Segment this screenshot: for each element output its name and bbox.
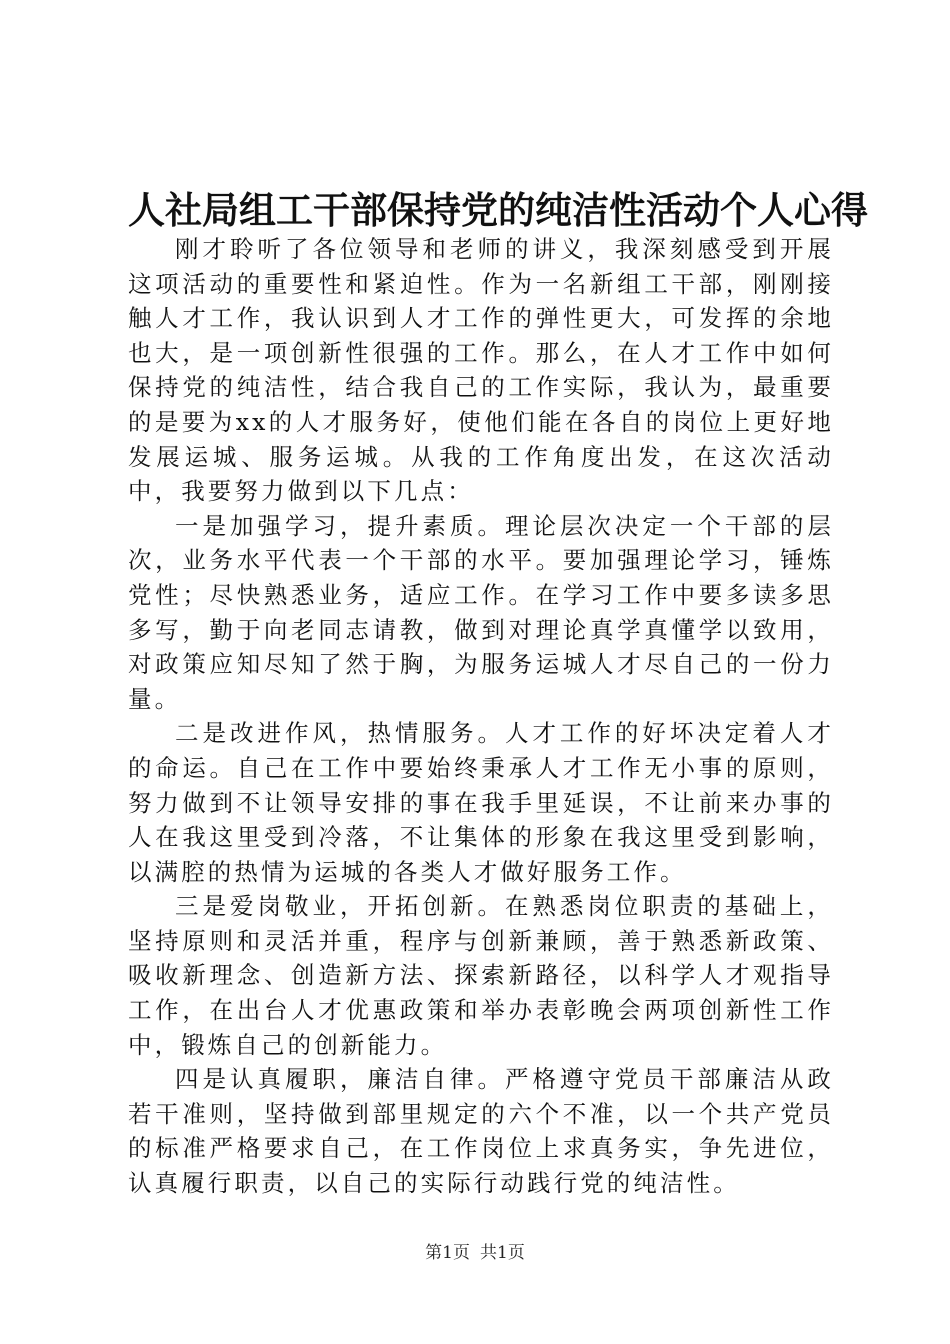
page-number: 第1页 — [425, 1243, 470, 1263]
paragraph-point-1: 一是加强学习，提升素质。理论层次决定一个干部的层次，业务水平代表一个干部的水平。要加强理论学习，锤炼党性；尽快熟悉业务，适应工作。在学习工作中要多读多思多写，勤于向老同志请教，做到对理论真学真懂学以致用，对政策应知尽知了然于胸，为服务运城人才尽自己的一份力量。 — [128, 511, 834, 713]
document-body — [128, 232, 834, 1201]
paragraph-point-2: 二是改进作风，热情服务。人才工作的好坏决定着人才的命运。自己在工作中要始终秉承人才工作无小事的原则，努力做到不让领导安排的事在我手里延误，不让前来办事的人在我这里受到冷落，不让集体的形象在我这里受到影响，以满腔的热情为运城的各类人才做好服务工作。 — [128, 719, 834, 886]
paragraph-point-4: 四是认真履职，廉洁自律。严格遵守党员干部廉洁从政若干准则，坚持做到部里规定的六个不准，以一个共产党员的标准严格要求自己，在工作岗位上求真务实，争先进位，认真履行职责，以自己的实际行动践行党的纯洁性。 — [128, 1065, 834, 1198]
paragraph-intro: 刚才聆听了各位领导和老师的讲义，我深刻感受到开展这项活动的重要性和紧迫性。作为一名新组工干部，刚刚接触人才工作，我认识到人才工作的弹性更大，可发挥的余地也大，是一项创新性很强的工作。那么，在人才工作中如何保持党的纯洁性，结合我自己的工作实际，我认为，最重要的是要为xx的人才服务好，使他们能在各自的岗位上更好地发展运城、服务运城。从我的工作角度出发，在这次活动中，我要努力做到以下几点： — [128, 235, 834, 506]
paragraph-point-3: 三是爱岗敬业，开拓创新。在熟悉岗位职责的基础上，坚持原则和灵活并重，程序与创新兼顾，善于熟悉新政策、吸收新理念、创造新方法、探索新路径，以科学人才观指导工作，在出台人才优惠政策和举办表彰晚会两项创新性工作中，锻炼自己的创新能力。 — [128, 892, 834, 1059]
page-footer — [0, 1242, 950, 1264]
document-title: 人社局组工干部保持党的纯洁性活动个人心得 — [128, 188, 868, 232]
page-total: 共1页 — [480, 1243, 525, 1263]
